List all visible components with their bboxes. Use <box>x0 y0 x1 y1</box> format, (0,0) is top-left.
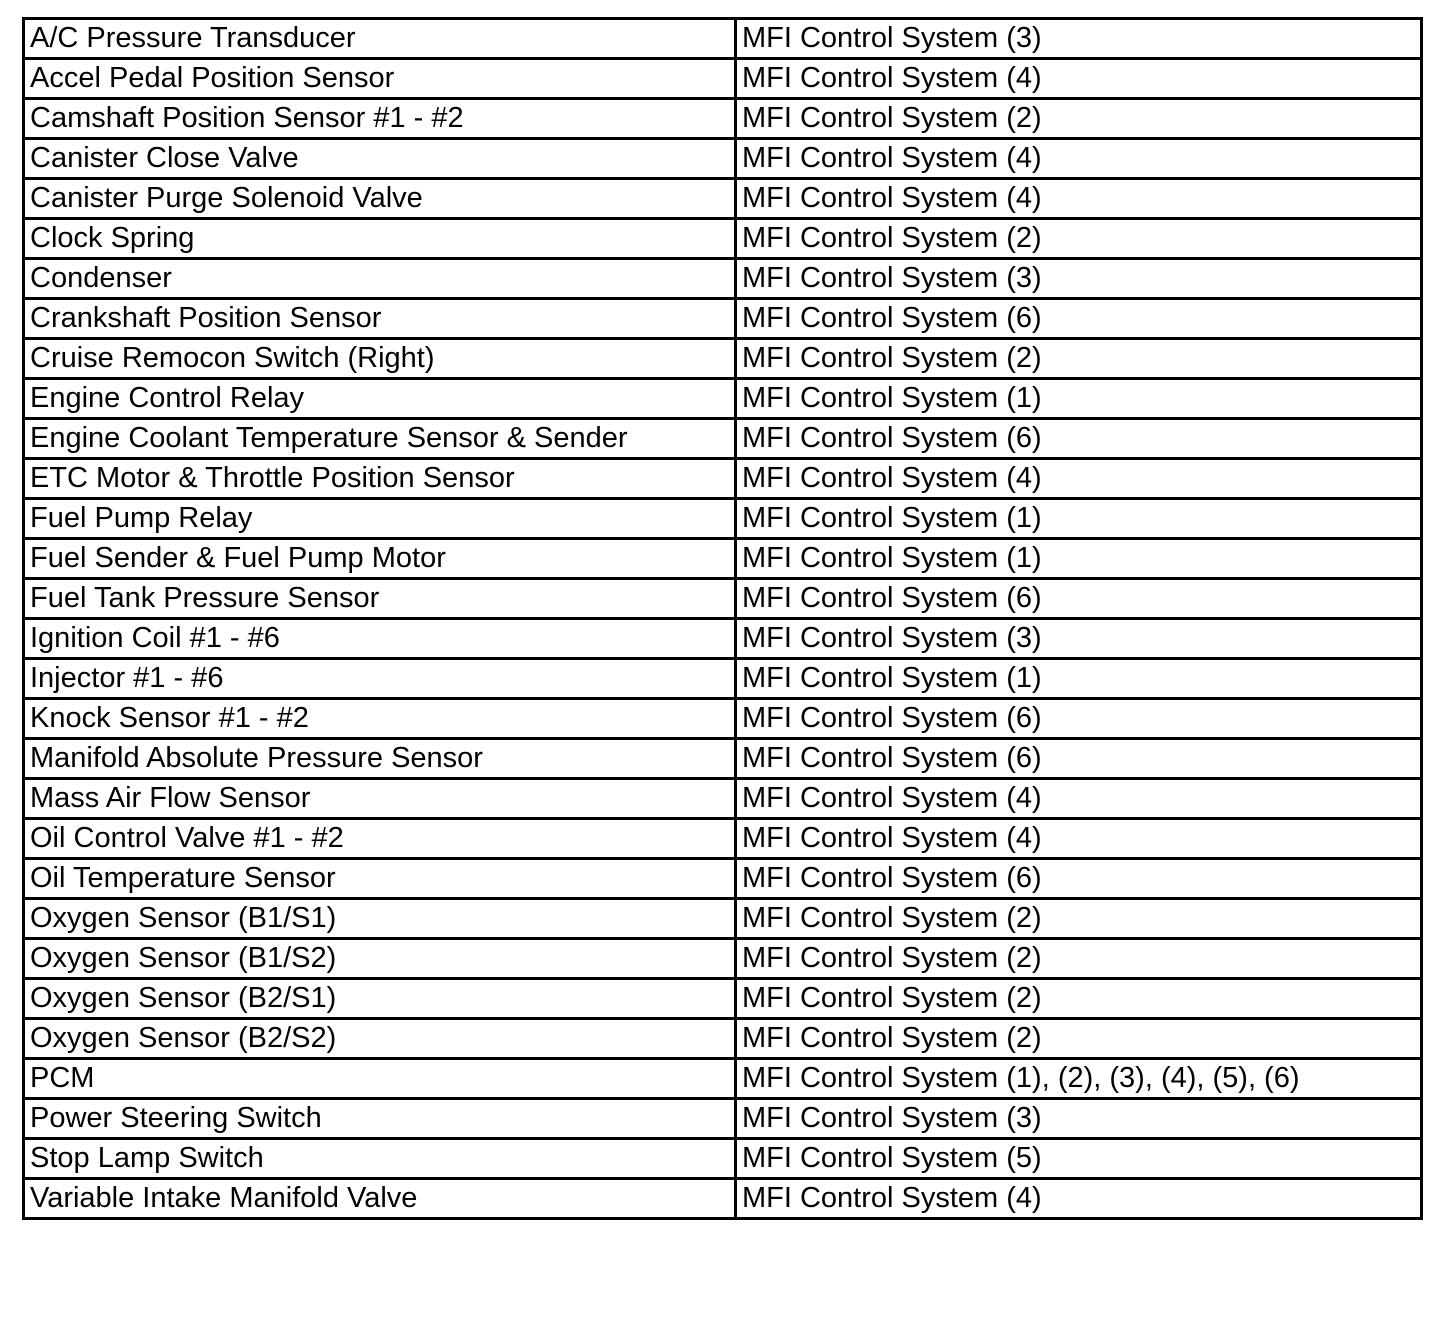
table-row <box>24 779 1422 819</box>
system-cell: MFI Control System (3) <box>736 259 1422 299</box>
component-cell: Clock Spring <box>24 219 736 259</box>
system-cell: MFI Control System (2) <box>736 899 1422 939</box>
table-row <box>24 1139 1422 1179</box>
system-cell: MFI Control System (2) <box>736 939 1422 979</box>
component-cell: Knock Sensor #1 - #2 <box>24 699 736 739</box>
component-cell: Oxygen Sensor (B1/S2) <box>24 939 736 979</box>
component-cell: Oil Temperature Sensor <box>24 859 736 899</box>
table-row <box>24 539 1422 579</box>
table-row <box>24 419 1422 459</box>
component-cell: Condenser <box>24 259 736 299</box>
component-cell: Manifold Absolute Pressure Sensor <box>24 739 736 779</box>
system-cell: MFI Control System (4) <box>736 459 1422 499</box>
component-cell: A/C Pressure Transducer <box>24 19 736 59</box>
table-row <box>24 659 1422 699</box>
component-cell: Crankshaft Position Sensor <box>24 299 736 339</box>
table-row <box>24 1179 1422 1219</box>
component-cell: Oxygen Sensor (B2/S2) <box>24 1019 736 1059</box>
component-cell: Oxygen Sensor (B1/S1) <box>24 899 736 939</box>
system-cell: MFI Control System (6) <box>736 419 1422 459</box>
system-cell: MFI Control System (4) <box>736 819 1422 859</box>
system-cell: MFI Control System (6) <box>736 299 1422 339</box>
table-row <box>24 499 1422 539</box>
table-row <box>24 139 1422 179</box>
component-cell: Camshaft Position Sensor #1 - #2 <box>24 99 736 139</box>
table-row <box>24 1059 1422 1099</box>
system-cell: MFI Control System (4) <box>736 139 1422 179</box>
component-cell: Canister Purge Solenoid Valve <box>24 179 736 219</box>
system-cell: MFI Control System (3) <box>736 619 1422 659</box>
system-cell: MFI Control System (1), (2), (3), (4), (5), (6) <box>736 1059 1422 1099</box>
system-cell: MFI Control System (6) <box>736 739 1422 779</box>
table-row <box>24 379 1422 419</box>
table-row <box>24 1019 1422 1059</box>
table-row <box>24 299 1422 339</box>
component-system-table <box>22 17 1423 1220</box>
system-cell: MFI Control System (6) <box>736 699 1422 739</box>
component-cell: Cruise Remocon Switch (Right) <box>24 339 736 379</box>
system-cell: MFI Control System (4) <box>736 1179 1422 1219</box>
table-row <box>24 579 1422 619</box>
system-cell: MFI Control System (2) <box>736 1019 1422 1059</box>
component-cell: Mass Air Flow Sensor <box>24 779 736 819</box>
system-cell: MFI Control System (6) <box>736 579 1422 619</box>
system-cell: MFI Control System (1) <box>736 499 1422 539</box>
system-cell: MFI Control System (5) <box>736 1139 1422 1179</box>
component-cell: PCM <box>24 1059 736 1099</box>
table-row <box>24 819 1422 859</box>
component-cell: Engine Control Relay <box>24 379 736 419</box>
system-cell: MFI Control System (6) <box>736 859 1422 899</box>
table-row <box>24 859 1422 899</box>
component-cell: Oil Control Valve #1 - #2 <box>24 819 736 859</box>
component-cell: Canister Close Valve <box>24 139 736 179</box>
table-row <box>24 979 1422 1019</box>
table-row <box>24 939 1422 979</box>
component-cell: Ignition Coil #1 - #6 <box>24 619 736 659</box>
system-cell: MFI Control System (2) <box>736 979 1422 1019</box>
table-row <box>24 619 1422 659</box>
component-cell: Fuel Pump Relay <box>24 499 736 539</box>
table-row <box>24 739 1422 779</box>
system-cell: MFI Control System (3) <box>736 19 1422 59</box>
table-row <box>24 179 1422 219</box>
system-cell: MFI Control System (4) <box>736 779 1422 819</box>
component-cell: Injector #1 - #6 <box>24 659 736 699</box>
component-cell: Accel Pedal Position Sensor <box>24 59 736 99</box>
table-row <box>24 59 1422 99</box>
system-cell: MFI Control System (2) <box>736 99 1422 139</box>
component-cell: Variable Intake Manifold Valve <box>24 1179 736 1219</box>
system-cell: MFI Control System (3) <box>736 1099 1422 1139</box>
table-row <box>24 19 1422 59</box>
table-body <box>24 19 1422 1219</box>
component-cell: Oxygen Sensor (B2/S1) <box>24 979 736 1019</box>
table-row <box>24 99 1422 139</box>
table-row <box>24 899 1422 939</box>
table-row <box>24 259 1422 299</box>
system-cell: MFI Control System (2) <box>736 219 1422 259</box>
component-cell: Fuel Tank Pressure Sensor <box>24 579 736 619</box>
system-cell: MFI Control System (2) <box>736 339 1422 379</box>
table-row <box>24 219 1422 259</box>
table-row <box>24 699 1422 739</box>
component-cell: Power Steering Switch <box>24 1099 736 1139</box>
table-row <box>24 339 1422 379</box>
system-cell: MFI Control System (4) <box>736 179 1422 219</box>
table-row <box>24 1099 1422 1139</box>
system-cell: MFI Control System (4) <box>736 59 1422 99</box>
system-cell: MFI Control System (1) <box>736 539 1422 579</box>
component-cell: Fuel Sender & Fuel Pump Motor <box>24 539 736 579</box>
table-row <box>24 459 1422 499</box>
component-cell: Stop Lamp Switch <box>24 1139 736 1179</box>
component-cell: ETC Motor & Throttle Position Sensor <box>24 459 736 499</box>
system-cell: MFI Control System (1) <box>736 659 1422 699</box>
component-cell: Engine Coolant Temperature Sensor & Sender <box>24 419 736 459</box>
system-cell: MFI Control System (1) <box>736 379 1422 419</box>
